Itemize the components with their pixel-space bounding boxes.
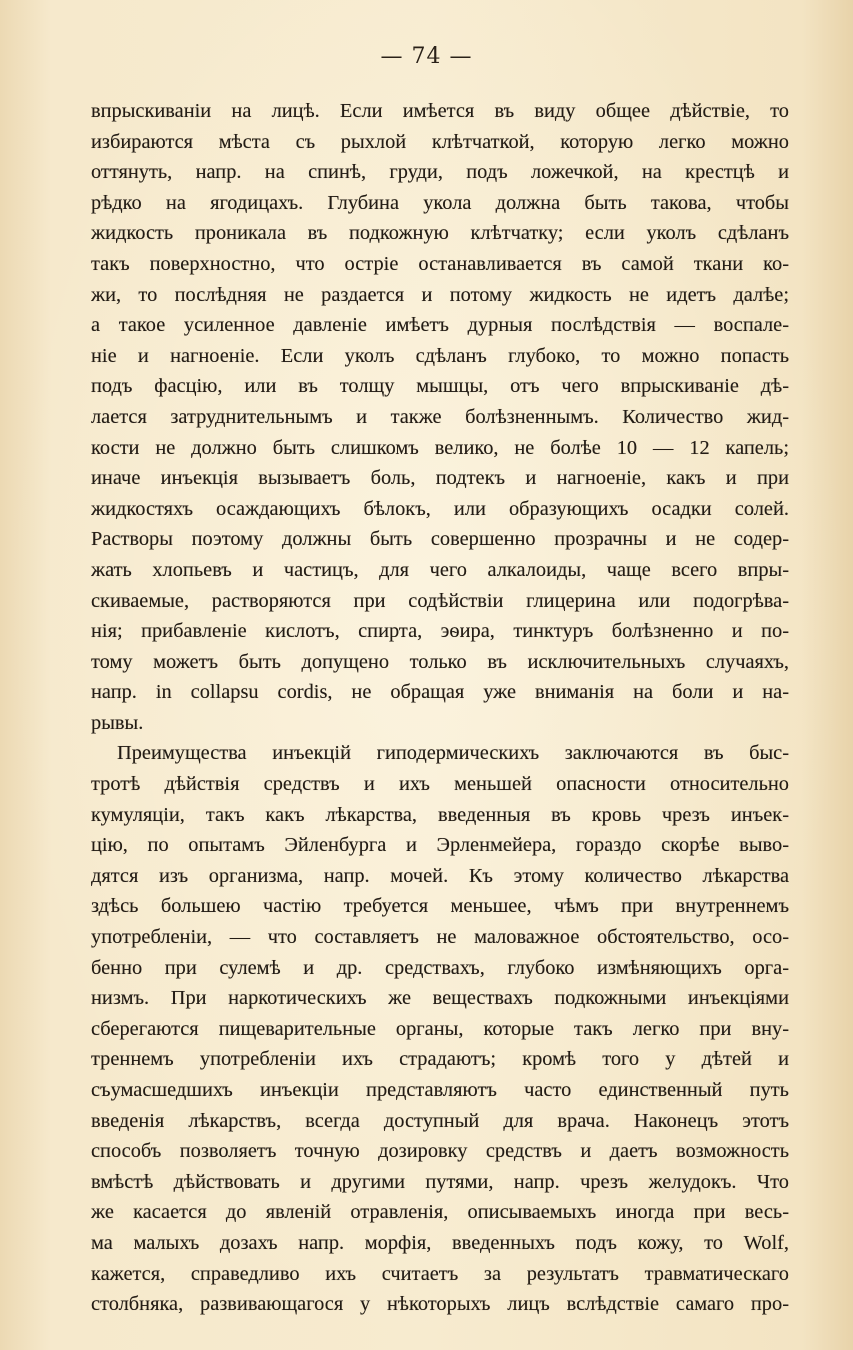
text-line: ніе и нагноеніе. Если уколъ сдѣланъ глубоко, то можно попасть bbox=[91, 344, 789, 367]
text-line: низмъ. При наркотическихъ же веществахъ подкожными инъекціями bbox=[91, 987, 789, 1010]
text-line: подъ фасцію, или въ толщу мышцы, отъ чего впрыскиваніе дѣ- bbox=[91, 375, 789, 398]
text-line: нія; прибавленіе кислотъ, спирта, эѳира, тинктуръ болѣзненно и по- bbox=[91, 620, 789, 643]
text-line: жидкость проникала въ подкожную клѣтчатку; если уколъ сдѣланъ bbox=[91, 222, 789, 245]
paragraph bbox=[91, 96, 789, 738]
text-line: съумасшедшихъ инъекціи представляютъ часто единственный путь bbox=[91, 1079, 789, 1101]
text-line: столбняка, развивающагося у нѣкоторыхъ лицъ вслѣдствіе самаго про- bbox=[91, 1293, 789, 1316]
text-line: жать хлопьевъ и частицъ, для чего алкалоиды, чаще всего впры- bbox=[91, 558, 789, 581]
paragraph bbox=[91, 738, 789, 1319]
text-line: треннемъ употребленіи ихъ страдаютъ; кромѣ того у дѣтей и bbox=[91, 1048, 789, 1071]
text-line: способъ позволяетъ точную дозировку средствъ и даетъ возможность bbox=[91, 1140, 789, 1163]
text-line: оттянуть, напр. на спинѣ, груди, подъ ложечкой, на крестцѣ и bbox=[91, 161, 789, 184]
text-line: употребленіи, — что составляетъ не маловажное обстоятельство, осо- bbox=[91, 926, 789, 949]
text-line: рывы. bbox=[91, 711, 144, 734]
page-body-text bbox=[91, 96, 789, 1320]
text-line: дятся изъ организма, напр. мочей. Къ этому количество лѣкарства bbox=[91, 864, 789, 887]
text-line: кумуляціи, такъ какъ лѣкарства, введенныя въ кровь чрезъ инъек- bbox=[91, 803, 789, 826]
text-line: жи, то послѣдняя не раздается и потому жидкость не идетъ далѣе; bbox=[91, 283, 789, 306]
text-line: цію, по опытамъ Эйленбурга и Эрленмейера, гораздо скорѣе выво- bbox=[91, 834, 789, 857]
text-line: тому можетъ быть допущено только въ исключительныхъ случаяхъ, bbox=[91, 650, 789, 673]
text-line: а такое усиленное давленіе имѣетъ дурныя послѣдствія — воспале- bbox=[91, 314, 789, 337]
text-line: такъ поверхностно, что остріе останавливается въ самой ткани ко- bbox=[91, 252, 789, 275]
page-number: — 74 — bbox=[380, 44, 473, 69]
text-line: здѣсь большею частію требуется меньшее, чѣмъ при внутреннемъ bbox=[91, 895, 789, 918]
text-line: кажется, справедливо ихъ считаетъ за результатъ травматическаго bbox=[91, 1262, 789, 1285]
text-line: Растворы поэтому должны быть совершенно прозрачны и не содер- bbox=[91, 528, 789, 551]
text-line: кости не должно быть слишкомъ велико, не болѣе 10 — 12 капель; bbox=[91, 436, 789, 459]
text-line: введенія лѣкарствъ, всегда доступный для врача. Наконецъ этотъ bbox=[91, 1109, 789, 1132]
text-line: ма малыхъ дозахъ напр. морфія, введенныхъ подъ кожу, то Wolf, bbox=[91, 1231, 789, 1254]
text-line: рѣдко на ягодицахъ. Глубина укола должна быть такова, чтобы bbox=[91, 191, 789, 214]
text-line: бенно при сулемѣ и др. средствахъ, глубоко измѣняющихъ орга- bbox=[91, 956, 789, 979]
text-line: жидкостяхъ осаждающихъ бѣлокъ, или образующихъ осадки солей. bbox=[91, 497, 789, 520]
text-line: впрыскиваніи на лицѣ. Если имѣется въ виду общее дѣйствіе, то bbox=[91, 100, 789, 122]
text-line: скиваемые, растворяются при содѣйствіи глицерина или подогрѣва- bbox=[91, 589, 789, 612]
text-line: вмѣстѣ дѣйствовать и другими путями, напр. чрезъ желудокъ. Что bbox=[91, 1170, 789, 1193]
text-line: Преимущества инъекцій гиподермическихъ заключаются въ быс- bbox=[117, 742, 789, 765]
text-line: тротѣ дѣйствія средствъ и ихъ меньшей опасности относительно bbox=[91, 773, 789, 796]
text-line: же касается до явленій отравленія, описываемыхъ иногда при весь- bbox=[91, 1201, 789, 1224]
text-line: избираются мѣста съ рыхлой клѣтчаткой, которую легко можно bbox=[91, 130, 789, 153]
text-line: лается затруднительнымъ и также болѣзненнымъ. Количество жид- bbox=[91, 405, 789, 428]
text-line: напр. in collapsu cordis, не обращая уже вниманія на боли и на- bbox=[91, 681, 789, 704]
text-line: сберегаются пищеварительные органы, которые такъ легко при вну- bbox=[91, 1017, 789, 1040]
text-line: иначе инъекція вызываетъ боль, подтекъ и нагноеніе, какъ и при bbox=[91, 467, 789, 490]
